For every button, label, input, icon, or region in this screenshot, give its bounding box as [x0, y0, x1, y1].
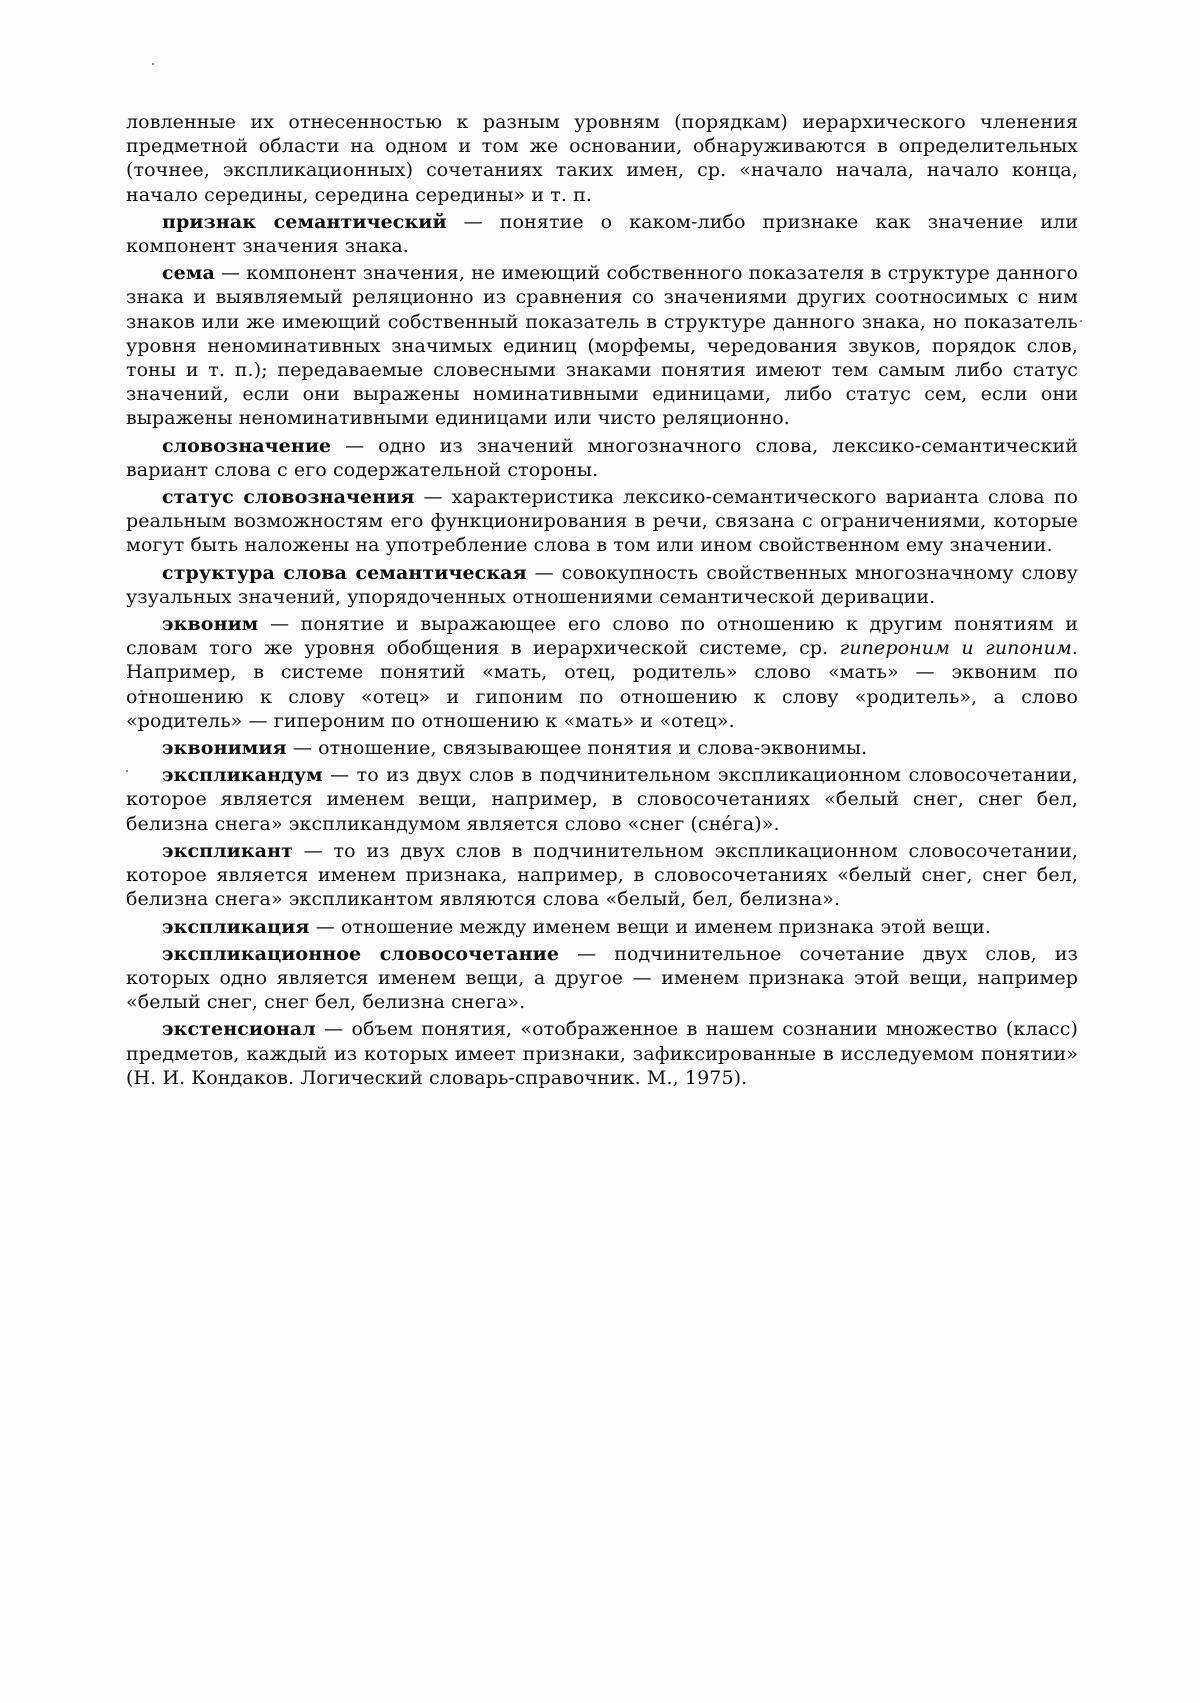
entry-term: экспликационное словосочетание — [162, 942, 560, 965]
entry-term: экстенсионал — [162, 1018, 316, 1041]
entry-definition: — то из двух слов в подчинительном экспликационном словосочетании, которое является именем признака, например, в словосочетаниях «белый снег, снег бел, белизна снега» экспликантом являются слова «белый, бел, белизна». — [126, 839, 1078, 911]
entry-term: эквоним — [162, 613, 259, 636]
entry-term: экспликант — [162, 839, 293, 862]
entry-definition: — понятие о каком-либо признаке как значение или компонент значения знака. — [126, 210, 1078, 258]
entry-status-slovoznacheniya — [126, 485, 1078, 558]
entry-ekstensional — [126, 1017, 1078, 1090]
entry-definition: — то из двух слов в подчинительном экспликационном словосочетании, которое является именем вещи, например, в словосочетаниях «белый снег, снег бел, белизна снега» экспликандумом является слово «снег (снéга)». — [126, 764, 1078, 835]
entry-definition-part: . Например, в системе понятий «мать, отец, родитель» слово «мать» — эквоним по отношению к слову «отец» и гипоним по отношению к слову «родитель», а слово «родитель» — гипероним по отношению к «мать» и «отец». — [126, 637, 1078, 732]
entry-struktura-slova — [126, 561, 1078, 609]
entry-priznak-semanticheskij — [126, 210, 1078, 258]
entry-definition: — объем понятия, «отображенное в нашем сознании множество (класс) предметов, каждый из которых имеет признаки, зафиксированные в исследуемом понятии» (Н. И. Кондаков. Логический словарь-справочник. М., 1975). — [126, 1018, 1078, 1089]
entry-term: словозначение — [162, 434, 332, 457]
entry-definition: — компонент значения, не имеющий собственного показателя в структуре данного знака и выявляемый реляционно из сравнения со значениями других соотносимых с ним знаков или же имеющий собственный показатель в структуре данного знака, но показатель уровня неноминативных значимых единиц (морфемы, чередования звуков, порядок слов, тоны и т. п.); передаваемые словесными знаками понятия имеют тем самым либо статус значений, если они выражены номинативными единицами, либо статус сем, если они выражены неноминативными единицами или чисто реляционно. — [126, 262, 1078, 430]
entry-definition: — одно из значений многозначного слова, лексико-семантический вариант слова с его содержательной стороны. — [126, 434, 1078, 481]
cross-reference: гипероним — [839, 637, 950, 660]
entry-definition: — отношение, связывающее понятия и слова-эквонимы. — [286, 737, 868, 760]
entry-term: признак семантический — [162, 210, 447, 233]
entry-eksplikaciya — [126, 915, 1078, 939]
entry-definition: — характеристика лексико-семантического варианта слова по реальным возможностям его функционирования в речи, связана с ограничениями, которые могут быть наложены на употребление слова в том или ином свойственном ему значении. — [126, 486, 1078, 557]
scan-speck — [1080, 320, 1082, 322]
intro-paragraph: ловленные их отнесенностью к разным уровням (порядкам) иерархического членения предметной области на одном и том же основании, обнаруживаются в определительных (точнее, экспликационных) сочетаниях таких имен, ср. «начало начала, начало конца, начало середины, середина середины» и т. п. — [126, 111, 1078, 206]
entry-ekvonimiya — [126, 736, 1078, 760]
entry-ekvonim — [126, 612, 1078, 733]
entry-term: структура слова семантическая — [162, 561, 527, 584]
entry-slovoznachenie — [126, 434, 1078, 482]
scan-speck — [152, 63, 154, 65]
entry-eksplikandum — [126, 763, 1078, 836]
dictionary-text — [126, 110, 1078, 1092]
entry-eksplikacionnoe-slovosochetanie — [126, 942, 1078, 1015]
entry-term: экспликандум — [162, 764, 323, 787]
entry-definition-part: — понятие и выражающее его слово по отношению к другим понятиям и словам того же уровня обобщения в иерархической системе, ср. — [126, 613, 1078, 660]
entry-definition: — совокупность свойственных многозначному слову узуальных значений, упорядоченных отношениями семантической деривации. — [126, 561, 1078, 608]
entry-eksplikant — [126, 839, 1078, 912]
entry-term: эквонимия — [162, 737, 287, 760]
entry-term: статус словозначения — [162, 486, 415, 509]
entry-definition: — подчинительное сочетание двух слов, из которых одно является именем вещи, а другое — именем признака этой вещи, например «белый снег, снег бел, белизна снега». — [126, 942, 1078, 1014]
cross-reference-conjunction: и — [949, 637, 986, 660]
entry-term: экспликация — [162, 915, 310, 938]
entry-definition: — отношение между именем вещи и именем признака этой вещи. — [309, 915, 992, 938]
entry-sema — [126, 261, 1078, 430]
cross-reference: гипоним — [985, 637, 1072, 660]
entry-term: сема — [162, 262, 215, 285]
